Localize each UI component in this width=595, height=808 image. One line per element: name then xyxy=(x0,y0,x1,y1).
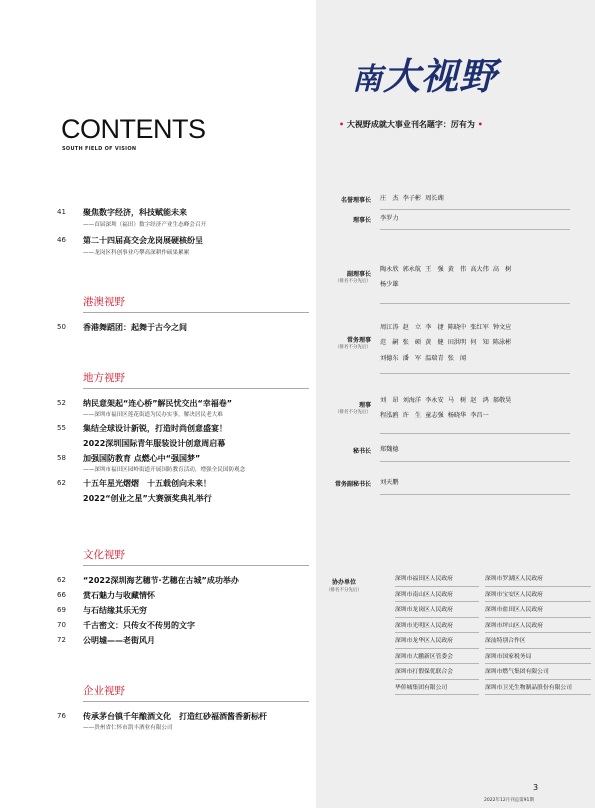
person-name: 李子彬 xyxy=(402,195,422,203)
entry-page: 46 xyxy=(57,236,66,244)
masthead-logo xyxy=(352,46,542,106)
person-name: 马 树 xyxy=(447,396,467,404)
coop-label: 协办单位 xyxy=(331,579,356,586)
person-name: 范 嗣 xyxy=(380,339,399,347)
role-label: 名誉理事长 xyxy=(340,197,371,204)
row-divider xyxy=(380,461,570,462)
entry-page: 66 xyxy=(57,591,66,599)
entry-title: 纳民意架起“连心桥”解民忧交出“幸福卷” xyxy=(83,399,233,408)
entry-page: 41 xyxy=(57,208,66,216)
names-line xyxy=(380,262,515,278)
coop-unit: 深圳市燃气集团有限公司 xyxy=(485,663,591,680)
coop-unit: 深圳市福田区人民政府 xyxy=(395,570,479,587)
person-name: 许 生 xyxy=(402,412,422,419)
entry-title: 集结全球设计新锐，打造时尚创意盛宴！ xyxy=(83,424,227,433)
person-name: 潘 军 xyxy=(402,354,422,362)
names-line xyxy=(380,393,515,409)
entry-title: 与石结缘其乐无穷 xyxy=(83,606,147,615)
entry-title: 公明墟——老街风月 xyxy=(83,636,155,645)
coop-unit: 深圳市龙岗区人民政府 xyxy=(395,601,479,618)
person-name: 温瑞青 xyxy=(425,354,444,362)
person-name: 李 捷 xyxy=(425,323,444,331)
role-label: 理事长 xyxy=(352,217,371,224)
slogan xyxy=(339,119,483,130)
role-label: 理事 xyxy=(358,402,371,409)
entry-subtitle: ——贵州省仁怀市凯丰酒业有限公司 xyxy=(83,725,173,731)
row-divider xyxy=(380,494,570,495)
section-rule xyxy=(83,701,309,702)
names-line xyxy=(380,320,515,336)
person-name: 刘海洋 xyxy=(402,396,422,404)
coop-unit: 深圳市大鹏新区管委会 xyxy=(395,648,479,665)
person-name: 杨晓华 xyxy=(447,412,467,419)
person-name: 郑魏德 xyxy=(380,446,399,454)
person-name: 何 知 xyxy=(470,339,489,347)
contents-title: CONTENTS xyxy=(61,114,206,144)
role-label: 秘书长 xyxy=(352,448,371,455)
entry-page: 50 xyxy=(57,323,66,331)
person-name: 程泓鸥 xyxy=(380,412,399,419)
role-note: （排名不分先后） xyxy=(335,410,371,415)
role-names xyxy=(380,320,515,367)
names-line xyxy=(380,335,515,351)
row-divider xyxy=(380,373,570,374)
person-name: 李永安 xyxy=(425,396,444,404)
entry-title: 2022深圳国际青年服装设计创意周启幕 xyxy=(83,439,226,448)
coop-unit: 深圳市龙华区人民政府 xyxy=(395,632,479,649)
entry-page: 62 xyxy=(57,479,66,487)
coop-unit: 深圳市卫光生物制品股份有限公司 xyxy=(485,679,591,696)
entry-page: 72 xyxy=(57,636,66,644)
person-name: 刘德东 xyxy=(380,354,399,362)
section-rule xyxy=(83,565,309,566)
person-name: 童志强 xyxy=(425,412,444,419)
entry-title: 赏石魅力与收藏情怀 xyxy=(83,591,155,600)
section-heading: 企业视野 xyxy=(83,685,125,697)
section-heading: 港澳视野 xyxy=(83,296,125,308)
coop-unit: 深汕特别合作区 xyxy=(485,632,591,649)
entry-title: 传承茅台镇千年酿酒文化 打造红砂福酒酱香新标杆 xyxy=(83,712,267,721)
person-name: 黄 伟 xyxy=(447,265,467,273)
role-note: （排名不分先后） xyxy=(335,345,371,350)
issue-info: 2022年12月刊总第91期 xyxy=(484,798,534,803)
entry-page: 62 xyxy=(57,576,66,584)
person-name: 郝敬昊 xyxy=(492,396,512,404)
contents-subtitle: SOUTH FIELD OF VISION xyxy=(62,146,137,152)
names-line xyxy=(380,277,515,293)
role-names xyxy=(380,262,515,293)
coop-unit: 深圳市坪山区人民政府 xyxy=(485,617,591,634)
person-name: 黄 健 xyxy=(425,339,444,347)
names-line xyxy=(380,442,403,458)
entry-title: 千古密文：只传女不传男的文字 xyxy=(83,621,195,630)
person-name: 张 硕 xyxy=(402,339,422,347)
person-name: 田洪明 xyxy=(447,339,467,347)
role-label: 常务理事 xyxy=(346,337,371,344)
role-names xyxy=(380,442,403,458)
section-heading: 地方视野 xyxy=(83,372,125,384)
page-number: 3 xyxy=(533,783,539,792)
entry-page: 58 xyxy=(57,454,66,462)
person-name: 郭永航 xyxy=(402,265,422,273)
bullet-dot: • xyxy=(339,120,345,129)
role-label: 常务副秘书长 xyxy=(334,481,371,488)
person-name: 张红军 xyxy=(470,323,489,331)
masthead-prefix: 南 xyxy=(352,62,383,97)
role-names xyxy=(380,191,448,207)
person-name: 刘 昂 xyxy=(380,396,399,404)
entry-page: 70 xyxy=(57,621,66,629)
entry-title: 十五年星光熠熠 十五载创向未来！ xyxy=(83,479,211,488)
coop-unit: 深圳市南山区人民政府 xyxy=(395,586,479,603)
role-label: 副理事长 xyxy=(346,271,371,278)
coop-unit: 华侨城集团有限公司 xyxy=(395,679,479,696)
role-note: （排名不分先后） xyxy=(335,279,371,284)
row-divider xyxy=(380,229,570,230)
names-line xyxy=(380,408,515,424)
person-name: 赵 鸿 xyxy=(470,396,489,404)
bullet-dot: • xyxy=(477,120,483,129)
entry-title: 2022“创业之星”大赛颁奖典礼举行 xyxy=(83,494,212,503)
person-name: 李昌一 xyxy=(470,412,489,419)
person-name: 周长瑚 xyxy=(425,195,444,203)
names-line xyxy=(380,211,403,227)
row-divider xyxy=(380,433,570,434)
entry-title: 香港舞蹈团：起舞于古今之间 xyxy=(83,323,187,332)
person-name: 王 强 xyxy=(425,265,444,273)
coop-unit: 深圳市罗湖区人民政府 xyxy=(485,570,591,587)
entry-page: 69 xyxy=(57,606,66,614)
row-divider xyxy=(380,303,570,304)
person-name: 周江涛 xyxy=(380,323,399,331)
role-names xyxy=(380,211,403,227)
entry-title: 第二十四届高交会龙岗展硬核纷呈 xyxy=(83,236,203,245)
entry-subtitle: ——龙岗区科创事业巧攀高深耕作硕果累累 xyxy=(83,250,190,256)
entry-subtitle: ——首届深圳（福田）数字经济产业生态峰会召开 xyxy=(83,222,207,228)
slogan-text: 大视野成就大事业刊名题字：厉有为 xyxy=(346,120,475,129)
coop-unit: 深圳市国家税务局 xyxy=(485,648,591,665)
person-name: 陈晓中 xyxy=(447,323,467,331)
person-name: 刘天鹏 xyxy=(380,479,399,487)
person-name: 赵 立 xyxy=(402,323,422,331)
masthead-title: 大视野 xyxy=(383,54,497,98)
section-rule xyxy=(83,312,309,313)
section-heading: 文化视野 xyxy=(83,549,125,561)
person-name: 陈泳彬 xyxy=(492,339,512,347)
role-names xyxy=(380,475,403,491)
person-name: 高大伟 xyxy=(470,265,489,273)
person-name: 陶永欣 xyxy=(380,265,399,273)
names-line xyxy=(380,351,515,367)
person-name: 张 闻 xyxy=(447,354,467,362)
entry-title: 加强国防教育 点燃心中“强国梦” xyxy=(83,454,201,463)
entry-subtitle: ——深圳市福田区园岭街道开展国防教育活动，增强全民国防观念 xyxy=(83,467,246,473)
names-line xyxy=(380,191,448,207)
person-name: 庄 杰 xyxy=(380,195,399,203)
person-name: 钟文应 xyxy=(492,323,512,331)
person-name: 李罗力 xyxy=(380,215,399,223)
person-name: 高 树 xyxy=(492,265,512,273)
entry-page: 76 xyxy=(57,712,66,720)
coop-unit: 深圳市宝安区人民政府 xyxy=(485,586,591,603)
entry-page: 55 xyxy=(57,424,66,432)
coop-unit: 深圳市打假保优联合会 xyxy=(395,663,479,680)
section-rule xyxy=(83,388,309,389)
person-name: 杨少雄 xyxy=(380,281,399,288)
entry-title: 聚焦数字经济，科技赋能未来 xyxy=(83,208,187,217)
row-divider xyxy=(380,209,570,210)
coop-note: （排名不分先后） xyxy=(326,588,362,593)
entry-page: 52 xyxy=(57,399,66,407)
entry-title: “2022深圳海艺穗节·艺穗在古城”成功举办 xyxy=(83,576,239,585)
role-names xyxy=(380,393,515,424)
names-line xyxy=(380,475,403,491)
entry-subtitle: ——深圳市福田区莲花街道为民办实事，解决居民老大难 xyxy=(83,412,223,418)
coop-unit: 深圳市盐田区人民政府 xyxy=(485,601,591,618)
coop-unit: 深圳市光明区人民政府 xyxy=(395,617,479,634)
